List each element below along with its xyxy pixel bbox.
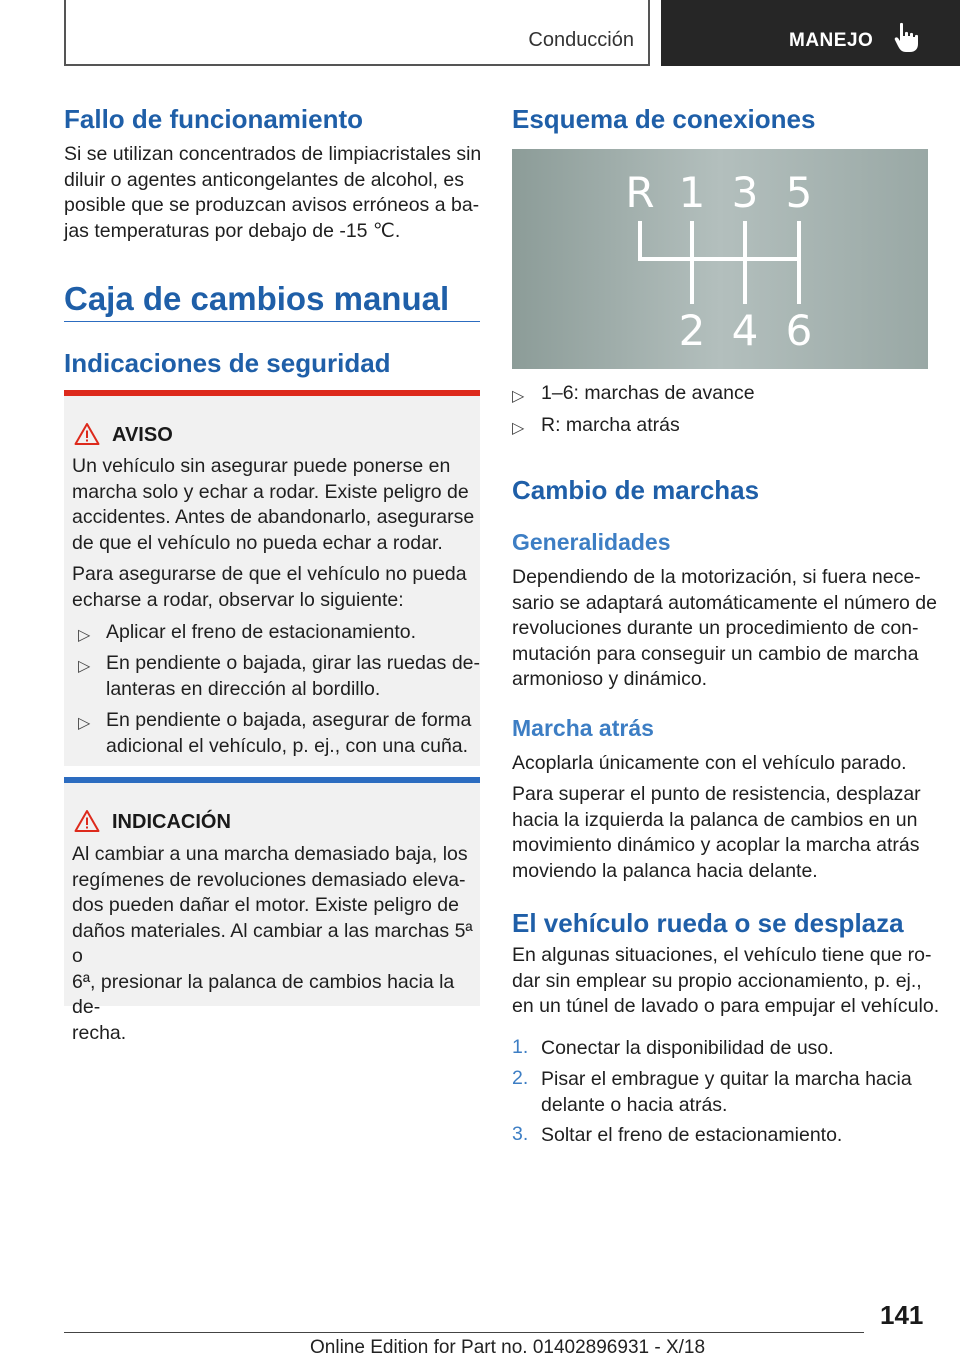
warning-triangle-icon [74,422,100,446]
gear-shift-pattern-image [512,149,928,369]
list-item [106,620,416,646]
text-line: accidentes. Antes de abandonarlo, asegurarse [72,506,475,528]
text-line: daños materiales. Al cambiar a las marchas 5ª o [72,919,473,967]
text-line: Un vehículo sin asegurar puede ponerse en [72,455,451,477]
step-number: 3. [512,1123,529,1145]
edition-text: Online Edition for Part no. 01402896931 - X/18 [310,1337,706,1358]
step-number: 1. [512,1036,529,1058]
step-number: 2. [512,1067,529,1089]
header-chapter-tab [661,0,960,66]
shift-title: Cambio de marchas [512,475,760,505]
bullet-triangle-icon: ▷ [512,388,525,405]
text-line: armonioso y dinámico. [512,668,708,690]
list-item: 1–6: marchas de avance [541,382,755,404]
warning-text [72,454,474,556]
bullet-triangle-icon: ▷ [78,658,91,675]
gear-label-6: 6 [785,306,813,355]
text-line: 6ª, presionar la palanca de cambios hacia la de- [72,970,455,1018]
text-line: sario se adaptará automáticamente el número de [512,591,937,614]
text-line: en un túnel de lavado o para empujar el vehículo. [512,995,940,1017]
step-item [541,1067,912,1118]
bullet-triangle-icon: ▷ [78,715,91,732]
text-line: Conectar la disponibilidad de uso. [541,1037,834,1059]
text-line: En pendiente o bajada, girar las ruedas de- [106,652,481,674]
text-line: de que el vehículo no pueda echar a rodar. [72,531,443,554]
text-line: adicional el vehículo, p. ej., con una cuña. [106,734,469,757]
text-line: marcha solo y echar a rodar. Existe peligro de [72,480,469,503]
text-line: Si se utilizan concentrados de limpiacristales sin [64,143,482,165]
footer-divider [64,1332,864,1333]
list-item [106,708,471,759]
list-item: R: marcha atrás [541,414,680,436]
general-text [512,565,937,693]
text-line: recha. [72,1021,127,1044]
text-line: diluir o agentes anticongelantes de alcohol, es [64,168,465,191]
text-line: dos pueden dañar el motor. Existe peligro de [72,894,460,916]
rolling-title: El vehículo rueda o se desplaza [512,908,904,938]
text-line: Aplicar el freno de estacionamiento. [106,621,417,643]
text-line: regímenes de revoluciones demasiado eleva- [72,868,466,891]
reverse-text-2 [512,782,921,884]
section-title: Conducción [528,29,634,51]
text-line: En pendiente o bajada, asegurar de forma [106,709,472,731]
text-line: lanteras en dirección al bordillo. [106,677,381,700]
text-line: movimiento dinámico y acoplar la marcha atrás [512,834,920,856]
safety-title: Indicaciones de seguridad [64,348,391,378]
text-line: En algunas situaciones, el vehículo tiene que ro- [512,944,932,966]
step-item [541,1036,834,1062]
warning-text-2 [72,562,467,613]
bullet-triangle-icon: ▷ [512,420,525,437]
text-line: mutación para conseguir un cambio de marcha [512,642,919,665]
gear-label-5: 5 [785,168,813,217]
text-line: Para superar el punto de resistencia, desplazar [512,783,921,805]
text-line: jas temperaturas por debajo de -15 ℃. [64,219,401,242]
gear-label-2: 2 [678,306,706,355]
header-section-tab [64,0,650,66]
text-line: Al cambiar a una marcha demasiado baja, los [72,843,468,865]
text-line: Dependiendo de la motorización, si fuera nece- [512,566,921,588]
gear-label-r: R [625,168,655,217]
rolling-text [512,943,939,1020]
warning-triangle-icon [74,809,100,833]
text-line: Soltar el freno de estacionamiento. [541,1124,843,1146]
text-line: hacia la izquierda la palanca de cambios en un [512,808,918,831]
notice-box [64,777,480,1044]
gear-label-4: 4 [731,306,759,355]
gear-label-3: 3 [731,168,759,217]
text-line: posible que se produzcan avisos erróneos a ba- [64,194,480,216]
gear-label-1: 1 [678,168,706,217]
reverse-text-1: Acoplarla únicamente con el vehículo parado. [512,752,907,774]
schema-title: Esquema de conexiones [512,104,816,134]
main-title: Caja de cambios manual [64,280,450,317]
text-line: Pisar el embrague y quitar la marcha hacia [541,1068,912,1090]
chapter-title: MANEJO [789,30,874,51]
notice-text [72,842,480,1046]
general-title: Generalidades [512,529,671,555]
fault-text [64,142,481,244]
fault-title: Fallo de funcionamiento [64,104,364,134]
text-line: delante o hacia atrás. [541,1093,728,1116]
text-line: echarse a rodar, observar lo siguiente: [72,588,404,611]
warning-box [64,390,480,766]
text-line: Para asegurarse de que el vehículo no pueda [72,563,467,585]
step-item [541,1123,842,1149]
title-underline [64,321,480,322]
text-line: dar sin emplear su propio accionamiento, p. ej., [512,969,922,992]
text-line: moviendo la palanca hacia delante. [512,859,818,882]
text-line: revoluciones durante un procedimiento de con- [512,617,919,639]
notice-title: INDICACIÓN [112,811,231,833]
warning-title: AVISO [112,424,173,446]
reverse-title: Marcha atrás [512,715,654,741]
page-number: 141 [880,1300,924,1330]
bullet-triangle-icon: ▷ [78,627,91,644]
list-item [106,651,480,702]
pointing-hand-icon [894,22,922,54]
